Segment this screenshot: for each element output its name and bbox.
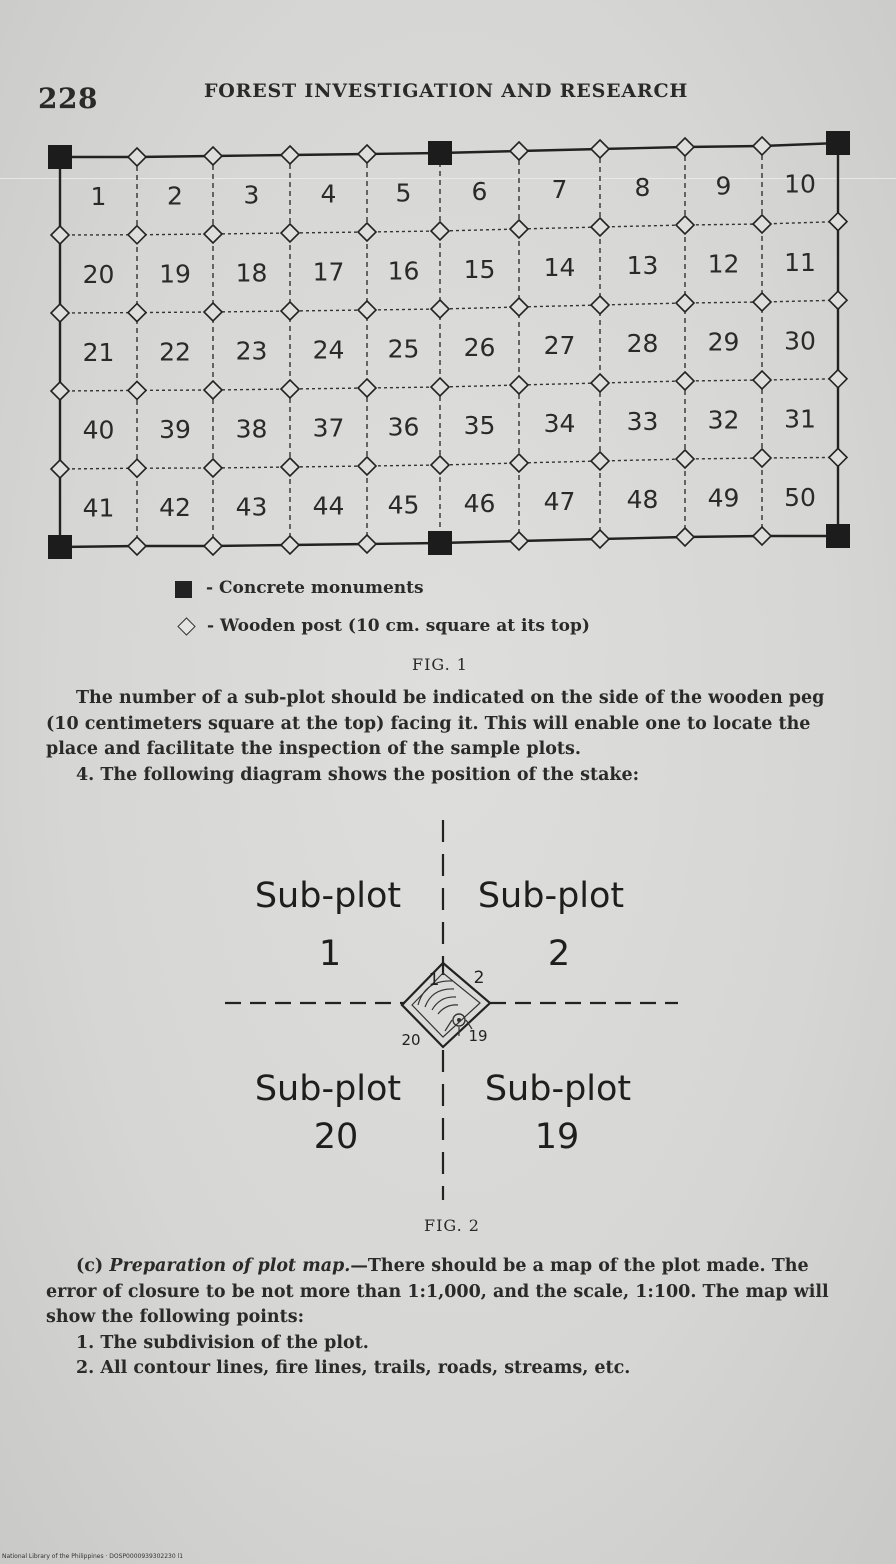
- subplot-number: 50: [784, 482, 816, 512]
- wooden-post-icon: [358, 535, 376, 553]
- subplot-20-number: 20: [313, 1117, 359, 1157]
- subplot-number: 20: [82, 259, 115, 289]
- stake-position-figure: [200, 815, 690, 1215]
- subplot-1-number: 1: [318, 934, 342, 974]
- wooden-post-icon: [676, 216, 694, 234]
- wooden-post-icon: [591, 374, 609, 392]
- subplot-number: 6: [471, 177, 488, 206]
- grid-row-line: [60, 222, 838, 235]
- concrete-monument-icon: [175, 581, 192, 598]
- subplot-number: 34: [543, 409, 576, 438]
- subplot-number: 1: [90, 181, 107, 211]
- subplot-number: 39: [159, 415, 191, 445]
- subplot-2-word: Sub-plot: [477, 876, 625, 916]
- wooden-post-icon: [204, 459, 222, 477]
- legend-monument: [175, 578, 424, 598]
- wooden-post-icon: [128, 226, 146, 244]
- wooden-post-icon: [591, 218, 609, 236]
- wooden-post-icon: [204, 303, 222, 321]
- stake-corner-label-2: 2: [473, 968, 485, 988]
- wooden-post-icon: [510, 142, 528, 160]
- subplot-number: 23: [235, 336, 268, 366]
- subplot-number: 11: [784, 247, 816, 277]
- wooden-post-icon: [431, 456, 449, 474]
- wooden-post-icon: [281, 302, 299, 320]
- wooden-post-icon: [753, 293, 771, 311]
- subplot-number: 19: [159, 259, 191, 289]
- subplot-number: 8: [634, 173, 651, 202]
- wooden-post-icon: [829, 291, 847, 309]
- wooden-post-icon: [204, 381, 222, 399]
- subplot-number: 48: [626, 485, 659, 514]
- wooden-post-icon: [204, 147, 222, 165]
- section-c-heading: Preparation of plot map.: [109, 1256, 351, 1276]
- wooden-post-icon: [358, 379, 376, 397]
- concrete-monument-icon: [826, 524, 850, 548]
- subplot-number: 25: [387, 334, 420, 364]
- subplot-number: 17: [312, 257, 345, 287]
- page-number: 228: [38, 82, 98, 115]
- subplot-number: 49: [707, 483, 740, 513]
- wooden-post-icon: [281, 536, 299, 554]
- wooden-post-icon: [204, 537, 222, 555]
- subplot-number: 4: [320, 179, 337, 209]
- wooden-post-icon: [510, 220, 528, 238]
- wooden-post-icon: [51, 382, 69, 400]
- wooden-post-icon: [591, 452, 609, 470]
- wooden-post-icon: [281, 224, 299, 242]
- subplot-number: 32: [707, 405, 740, 435]
- subplot-number: 45: [387, 490, 420, 520]
- subplot-19-word: Sub-plot: [484, 1069, 632, 1109]
- wooden-post-icon: [358, 145, 376, 163]
- subplot-number: 47: [543, 487, 576, 516]
- wooden-post-icon: [753, 137, 771, 155]
- subplot-number: 21: [82, 337, 115, 367]
- subplot-number: 2: [167, 181, 183, 211]
- wooden-post-icon: [510, 376, 528, 394]
- stake-corner-label-20: 20: [401, 1031, 421, 1049]
- wooden-post-icon: [431, 378, 449, 396]
- subplot-number: 7: [551, 175, 568, 204]
- section-c-label: (c): [76, 1256, 104, 1276]
- legend-monument-label: - Concrete monuments: [206, 578, 424, 598]
- grid-row-line: [60, 457, 838, 469]
- wooden-post-icon: [51, 304, 69, 322]
- legend-post: [175, 616, 590, 636]
- wooden-post-icon: [51, 226, 69, 244]
- concrete-monument-icon: [48, 535, 72, 559]
- subplot-number: 41: [82, 493, 115, 523]
- section-c-text: —There should be a map of the plot made. The error of closure to be not more than 1:1,000, and the scale, 1:100. The map will show the following points:: [46, 1256, 829, 1327]
- wooden-post-icon: [591, 296, 609, 314]
- legend-post-label: - Wooden post (10 cm. square at its top): [207, 616, 590, 636]
- concrete-monument-icon: [428, 141, 452, 165]
- wooden-post-icon: [281, 380, 299, 398]
- wooden-post-icon: [510, 298, 528, 316]
- subplot-number: 12: [707, 249, 740, 279]
- subplot-number: 14: [543, 253, 576, 282]
- stake-corner-label-19: 19: [468, 1027, 488, 1045]
- wooden-post-icon: [753, 449, 771, 467]
- subplot-number: 43: [235, 492, 268, 522]
- subplot-number: 37: [312, 413, 345, 443]
- subplot-number: 18: [235, 258, 268, 288]
- subplot-number: 10: [784, 169, 816, 199]
- wooden-post-icon: [128, 381, 146, 399]
- wooden-post-icon: [753, 527, 771, 545]
- paragraph-stake-diagram: 4. The following diagram shows the position of the stake:: [76, 764, 640, 785]
- wooden-post-icon: [128, 459, 146, 477]
- wooden-post-icon: [431, 222, 449, 240]
- subplot-number: 24: [312, 335, 345, 365]
- paragraph-sub-plot-number: The number of a sub-plot should be indicated on the side of the wooden peg (10 centimeters square at the top) facing it. This will enable one to locate the place and facilitate the inspection of the sample plots.: [46, 688, 825, 759]
- subplot-number: 26: [463, 333, 496, 362]
- wooden-post-icon: [591, 140, 609, 158]
- wooden-post-icon: [676, 372, 694, 390]
- wooden-post-icon: [753, 215, 771, 233]
- wooden-post-icon: [177, 617, 195, 635]
- section-c: [46, 1254, 856, 1382]
- subplot-number: 29: [707, 327, 740, 357]
- concrete-monument-icon: [826, 131, 850, 155]
- wooden-post-icon: [829, 370, 847, 388]
- wooden-post-icon: [281, 146, 299, 164]
- stake-corner-label-1: 1: [428, 970, 440, 990]
- subplot-number: 27: [543, 331, 576, 360]
- subplot-number: 31: [784, 404, 816, 434]
- wooden-post-icon: [358, 223, 376, 241]
- subplot-number: 9: [715, 171, 732, 201]
- subplot-number: 42: [159, 493, 191, 523]
- subplot-2-number: 2: [547, 934, 571, 974]
- wooden-post-icon: [204, 225, 222, 243]
- subplot-number: 38: [235, 414, 268, 444]
- plot-grid-figure: [40, 125, 860, 565]
- wooden-post-icon: [676, 528, 694, 546]
- wooden-post-icon: [753, 371, 771, 389]
- subplot-number: 46: [463, 489, 496, 518]
- subplot-number: 33: [626, 407, 659, 436]
- subplot-number: 13: [626, 251, 659, 280]
- wooden-post-icon: [510, 532, 528, 550]
- list-item-contours: 2. All contour lines, fire lines, trails, roads, streams, etc.: [76, 1358, 631, 1378]
- grid-row-line: [60, 300, 838, 313]
- subplot-number: 40: [82, 415, 115, 445]
- subplot-1-word: Sub-plot: [254, 876, 402, 916]
- wooden-post-icon: [591, 530, 609, 548]
- wooden-post-icon: [51, 460, 69, 478]
- wooden-post-icon: [128, 148, 146, 166]
- subplot-number: 36: [387, 412, 420, 442]
- subplot-number: 35: [463, 411, 496, 440]
- subplot-number: 15: [463, 255, 496, 284]
- running-title: FOREST INVESTIGATION AND RESEARCH: [204, 80, 689, 102]
- list-item-subdivision: 1. The subdivision of the plot.: [76, 1332, 369, 1353]
- wooden-post-icon: [281, 458, 299, 476]
- wooden-post-icon: [128, 537, 146, 555]
- wooden-post-icon: [358, 301, 376, 319]
- subplot-number: 28: [626, 329, 659, 358]
- subplot-19-number: 19: [534, 1117, 580, 1157]
- concrete-monument-icon: [48, 145, 72, 169]
- fig2-caption: FIG. 2: [424, 1216, 480, 1235]
- wooden-post-icon: [676, 294, 694, 312]
- library-attribution: National Library of the Philippines · DOSP0000939302230 l1: [2, 1553, 184, 1560]
- subplot-number: 30: [784, 326, 816, 356]
- fig1-caption: FIG. 1: [412, 655, 468, 674]
- subplot-number: 3: [243, 180, 260, 210]
- wooden-post-icon: [829, 448, 847, 466]
- subplot-20-word: Sub-plot: [254, 1069, 402, 1109]
- section-c-paragraph: [46, 1254, 856, 1331]
- grid-row-line: [60, 379, 838, 391]
- wooden-post-icon: [510, 454, 528, 472]
- subplot-number: 16: [387, 256, 420, 286]
- wooden-post-icon: [676, 138, 694, 156]
- body-paragraphs: [46, 686, 856, 788]
- wooden-post-icon: [829, 213, 847, 231]
- subplot-number: 22: [159, 337, 191, 367]
- wooden-post-icon: [431, 300, 449, 318]
- wooden-post-icon: [128, 304, 146, 322]
- subplot-number: 5: [395, 178, 412, 208]
- subplot-number: 44: [312, 491, 345, 521]
- concrete-monument-icon: [428, 531, 452, 555]
- wooden-post-icon: [676, 450, 694, 468]
- wooden-post-icon: [358, 457, 376, 475]
